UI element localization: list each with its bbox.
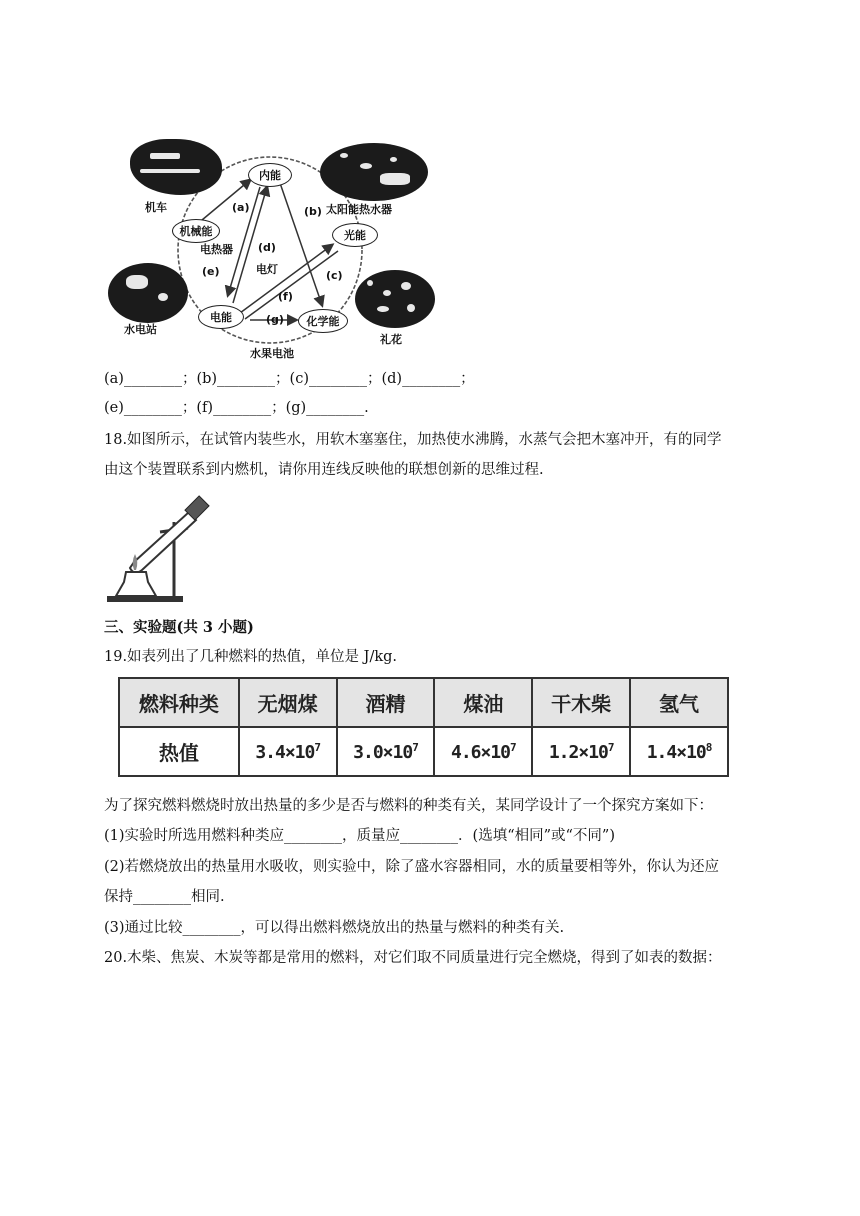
q19-lead: 为了探究燃料燃烧时放出热量的多少是否与燃料的种类有关，某同学设计了一个探究方案如下： bbox=[104, 798, 713, 814]
q19-intro: 19.如表列出了几种燃料的热值，单位是 J/kg. bbox=[104, 649, 398, 665]
table-header-cell: 干木柴 bbox=[532, 678, 630, 727]
blanks-line-2: (e)________；(f)________；(g)________. bbox=[104, 400, 369, 416]
node-chemical-energy: 化学能 bbox=[298, 309, 348, 333]
table-cell: $4.6\times 10^7$ bbox=[434, 727, 532, 776]
q19-part3: (3)通过比较________，可以得出燃料燃烧放出的热量与燃料的种类有关. bbox=[104, 920, 565, 936]
table-row-label: 热值 bbox=[119, 727, 239, 776]
arrow-label-d: (d) bbox=[258, 241, 276, 254]
solar-heater-photo bbox=[320, 143, 428, 201]
table-cell: $1.2\times 10^7$ bbox=[532, 727, 630, 776]
arrow-label-c: (c) bbox=[326, 269, 343, 282]
label-battery: 水果电池 bbox=[250, 347, 294, 360]
label-locomotive: 机车 bbox=[145, 201, 167, 214]
table-cell: $1.4\times 10^8$ bbox=[630, 727, 728, 776]
table-cell: $3.0\times 10^7$ bbox=[337, 727, 435, 776]
q19-part2-line1: (2)若燃烧放出的热量用水吸收，则实验中，除了盛水容器相同，水的质量要相等外，你认为还应 bbox=[104, 859, 720, 875]
table-header-cell: 酒精 bbox=[337, 678, 435, 727]
energy-diagram bbox=[100, 135, 440, 365]
q19-part2-line2: 保持________相同. bbox=[104, 889, 225, 905]
label-fireworks: 礼花 bbox=[380, 333, 402, 346]
node-light-energy: 光能 bbox=[332, 223, 378, 247]
arrow-label-f: (f) bbox=[278, 290, 293, 303]
q18-line-1: 18.如图所示，在试管内装些水，用软木塞塞住，加热使水沸腾，水蒸气会把木塞冲开，有的同学 bbox=[104, 432, 722, 448]
q20-text: 20.木柴、焦炭、木炭等都是常用的燃料，对它们取不同质量进行完全燃烧，得到了如表的数据： bbox=[104, 950, 722, 966]
table-header-cell: 燃料种类 bbox=[119, 678, 239, 727]
arrow-label-g: (g) bbox=[266, 313, 284, 326]
blanks-line-1: (a)________；(b)________；(c)________；(d)________； bbox=[104, 371, 475, 387]
arrow-label-a: (a) bbox=[232, 201, 250, 214]
table-header-cell: 煤油 bbox=[434, 678, 532, 727]
test-tube-apparatus bbox=[104, 492, 214, 604]
table-cell: $3.4\times 10^7$ bbox=[239, 727, 337, 776]
hydro-station-photo bbox=[108, 263, 188, 323]
label-heater: 电热器 bbox=[200, 243, 233, 256]
table-row bbox=[119, 727, 728, 776]
q18-line-2: 由这个装置联系到内燃机，请你用连线反映他的联想创新的思维过程. bbox=[104, 462, 544, 478]
q19-part1: (1)实验时所选用燃料种类应________，质量应________．(选填“相同”或“不同”) bbox=[104, 828, 616, 844]
table-row bbox=[119, 678, 728, 727]
table-header-cell: 无烟煤 bbox=[239, 678, 337, 727]
node-internal-energy: 内能 bbox=[248, 163, 292, 187]
node-mechanical-energy: 机械能 bbox=[172, 219, 220, 243]
label-solar-heater: 太阳能热水器 bbox=[326, 203, 392, 216]
table-header-cell: 氢气 bbox=[630, 678, 728, 727]
node-electric-energy: 电能 bbox=[198, 305, 244, 329]
section3-heading: 三、实验题(共 3 小题) bbox=[104, 619, 254, 636]
label-hydro-station: 水电站 bbox=[124, 323, 157, 336]
fireworks-photo bbox=[355, 270, 435, 328]
arrow-label-e: (e) bbox=[202, 265, 220, 278]
label-lamp: 电灯 bbox=[256, 263, 278, 276]
fuel-heat-table bbox=[118, 677, 729, 777]
arrow-label-b: (b) bbox=[304, 205, 322, 218]
